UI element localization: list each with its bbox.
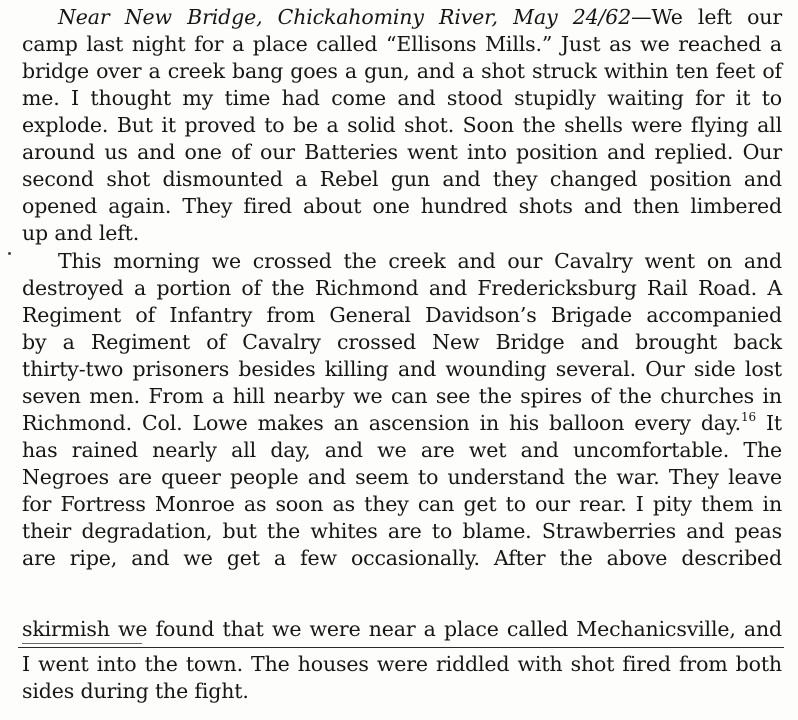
text-line-14: thirty-two prisoners besides killing and wounding several. Our side lost [22,357,782,381]
text-line-1 [58,4,782,31]
page-fold-rule [18,647,784,648]
text-line-1-rest: —We left our [631,5,782,29]
text-line-9: up and left. [22,221,140,245]
text-line-24: sides during the fight. [22,679,249,703]
text-line-15: seven men. From a hill nearby we can see the spires of the churches in [22,384,782,408]
text-line-20: their degradation, but the whites are to blame. Strawberries and peas [22,519,782,543]
text-line-2: camp last night for a place called “Ellisons Mills.” Just as we reached a [22,32,782,56]
text-line-16-end: It [755,411,783,435]
text-line-18: Negroes are queer people and seem to understand the war. They leave [22,465,782,489]
text-line-21: are ripe, and we get a few occasionally. After the above described [22,546,782,570]
text-line-7: second shot dismounted a Rebel gun and they changed position and [22,167,782,191]
text-line-12: Regiment of Infantry from General Davidson’s Brigade accompanied [22,303,782,327]
entry-heading: Near New Bridge, Chickahominy River, May 24/62 [58,5,632,29]
scan-speck [8,252,11,255]
text-line-8: opened again. They fired about one hundred shots and then limbered [22,194,782,218]
text-line-22: skirmish we found that we were near a place called Mechanicsville, and [22,617,782,641]
text-line-17: has rained nearly all day, and we are wet and uncomfortable. The [22,438,782,462]
text-line-5: explode. But it proved to be a solid shot. Soon the shells were flying all [22,113,782,137]
text-line-11: destroyed a portion of the Richmond and Fredericksburg Rail Road. A [22,276,782,300]
text-line-4: me. I thought my time had come and stood stupidly waiting for it to [22,86,782,110]
text-line-10: This morning we crossed the creek and our Cavalry went on and [58,249,782,273]
text-line-16-main: Richmond. Col. Lowe makes an ascension in his balloon every day. [22,411,741,435]
handwritten-underline [22,643,142,644]
text-line-16 [22,410,782,437]
text-line-13: by a Regiment of Cavalry crossed New Bridge and brought back [22,330,782,354]
text-line-6: around us and one of our Batteries went into position and replied. Our [22,140,782,164]
text-line-3: bridge over a creek bang goes a gun, and a shot struck within ten feet of [22,59,782,83]
footnote-reference: 16 [740,410,756,425]
text-line-19: for Fortress Monroe as soon as they can get to our rear. I pity them in [22,492,782,516]
text-line-23: I went into the town. The houses were riddled with shot fired from both [22,652,782,676]
